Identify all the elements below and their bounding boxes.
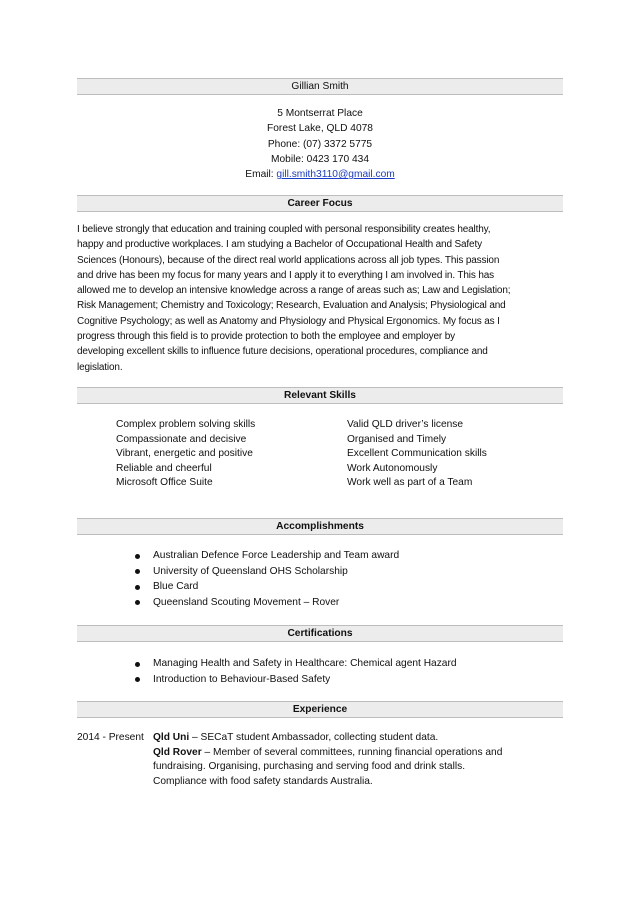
bullet-icon — [135, 569, 140, 574]
career-focus-line: legislation. — [77, 361, 123, 373]
career-focus-line: Cognitive Psychology; as well as Anatomy and Physiology and Physical Ergonomics. My focus as I — [77, 315, 500, 327]
certifications-title: Certifications — [287, 628, 353, 639]
career-focus-line: allowed me to develop an intensive knowledge across a range of areas such as; Law and Legislation; — [77, 285, 511, 297]
experience-desc: – SECaT student Ambassador, collecting student data. — [189, 732, 439, 743]
career-focus-line: progress through this field is to provide protection to both the employee and employer by — [77, 331, 455, 343]
experience-period: 2014 - Present — [77, 732, 144, 743]
skill-item: Excellent Communication skills — [347, 448, 487, 460]
accomplishments-list — [133, 548, 399, 610]
career-focus-line: developing excellent skills to influence future decisions, operational procedures, compliance and — [77, 346, 488, 358]
list-item — [133, 564, 399, 580]
experience-org: Qld Uni — [153, 732, 190, 743]
experience-desc-line: fundraising. Organising, purchasing and serving food and drink stalls. — [153, 761, 466, 773]
accomplishment-text: Australian Defence Force Leadership and Team award — [153, 550, 400, 561]
list-item — [133, 656, 457, 672]
certifications-list — [133, 656, 457, 687]
contact-block — [77, 106, 563, 182]
certifications-heading — [77, 625, 563, 642]
career-focus-line: and drive has been my focus for many years and I apply it to everything I am involved in. This has — [77, 269, 495, 281]
experience-desc-line: Compliance with food safety standards Australia. — [153, 775, 373, 787]
list-item — [133, 548, 399, 564]
experience-heading — [77, 701, 563, 718]
career-focus-heading — [77, 195, 563, 212]
address-line-1: 5 Montserrat Place — [277, 108, 363, 119]
certification-text: Introduction to Behaviour-Based Safety — [153, 673, 331, 685]
skill-item: Work Autonomously — [347, 462, 438, 474]
mobile-number: Mobile: 0423 170 434 — [271, 153, 369, 165]
skill-item: Organised and Timely — [347, 433, 447, 445]
email-label: Email: — [245, 169, 277, 181]
skill-item: Reliable and cheerful — [116, 462, 212, 474]
experience-desc: – Member of several committees, running financial operations and — [201, 746, 503, 758]
applicant-name: Gillian Smith — [291, 81, 349, 92]
list-item — [133, 579, 399, 595]
list-item — [133, 672, 457, 688]
skill-item: Work well as part of a Team — [347, 477, 473, 489]
bullet-icon — [135, 662, 140, 667]
skill-item: Valid QLD driver’s license — [347, 419, 464, 430]
experience-org: Qld Rover — [153, 746, 202, 758]
career-focus-title: Career Focus — [287, 198, 353, 209]
skill-item: Complex problem solving skills — [116, 419, 256, 430]
email-link[interactable]: gill.smith3110@gmail.com — [276, 169, 395, 181]
skills-title: Relevant Skills — [284, 390, 356, 401]
career-focus-line: I believe strongly that education and training coupled with personal responsibility creates healthy, — [77, 224, 491, 235]
career-focus-line: Risk Management; Chemistry and Toxicology; Research, Evaluation and Analysis; Physiological and — [77, 300, 506, 312]
bullet-icon — [135, 554, 140, 559]
career-focus-line: Sciences (Honours), because of the direct real world applications across all job types. This passion — [77, 254, 500, 266]
experience-entry — [153, 746, 502, 761]
accomplishment-text: University of Queensland OHS Scholarship — [153, 565, 348, 577]
accomplishments-heading — [77, 518, 563, 535]
skill-item: Compassionate and decisive — [116, 433, 247, 445]
experience-entry — [153, 731, 502, 746]
skill-item: Vibrant, energetic and positive — [116, 448, 253, 460]
list-item — [133, 595, 399, 611]
career-focus-line: happy and productive workplaces. I am studying a Bachelor of Occupational Health and Safety — [77, 239, 482, 251]
experience-title: Experience — [292, 704, 348, 715]
skills-right-column — [347, 418, 487, 491]
email-line — [77, 167, 563, 182]
skills-left-column — [116, 418, 255, 491]
certification-text: Managing Health and Safety in Healthcare: Chemical agent Hazard — [153, 658, 457, 669]
accomplishment-text: Queensland Scouting Movement – Rover — [153, 596, 340, 608]
name-header-bar — [77, 78, 563, 95]
accomplishment-text: Blue Card — [153, 581, 199, 593]
skill-item: Microsoft Office Suite — [116, 477, 213, 489]
address-line-2: Forest Lake, QLD 4078 — [267, 123, 373, 135]
career-focus-paragraph — [77, 222, 563, 375]
bullet-icon — [135, 677, 140, 682]
skills-heading — [77, 387, 563, 404]
bullet-icon — [135, 600, 140, 605]
accomplishments-title: Accomplishments — [276, 521, 364, 532]
bullet-icon — [135, 585, 140, 590]
phone-number: Phone: (07) 3372 5775 — [267, 138, 373, 150]
experience-entries — [153, 731, 502, 789]
